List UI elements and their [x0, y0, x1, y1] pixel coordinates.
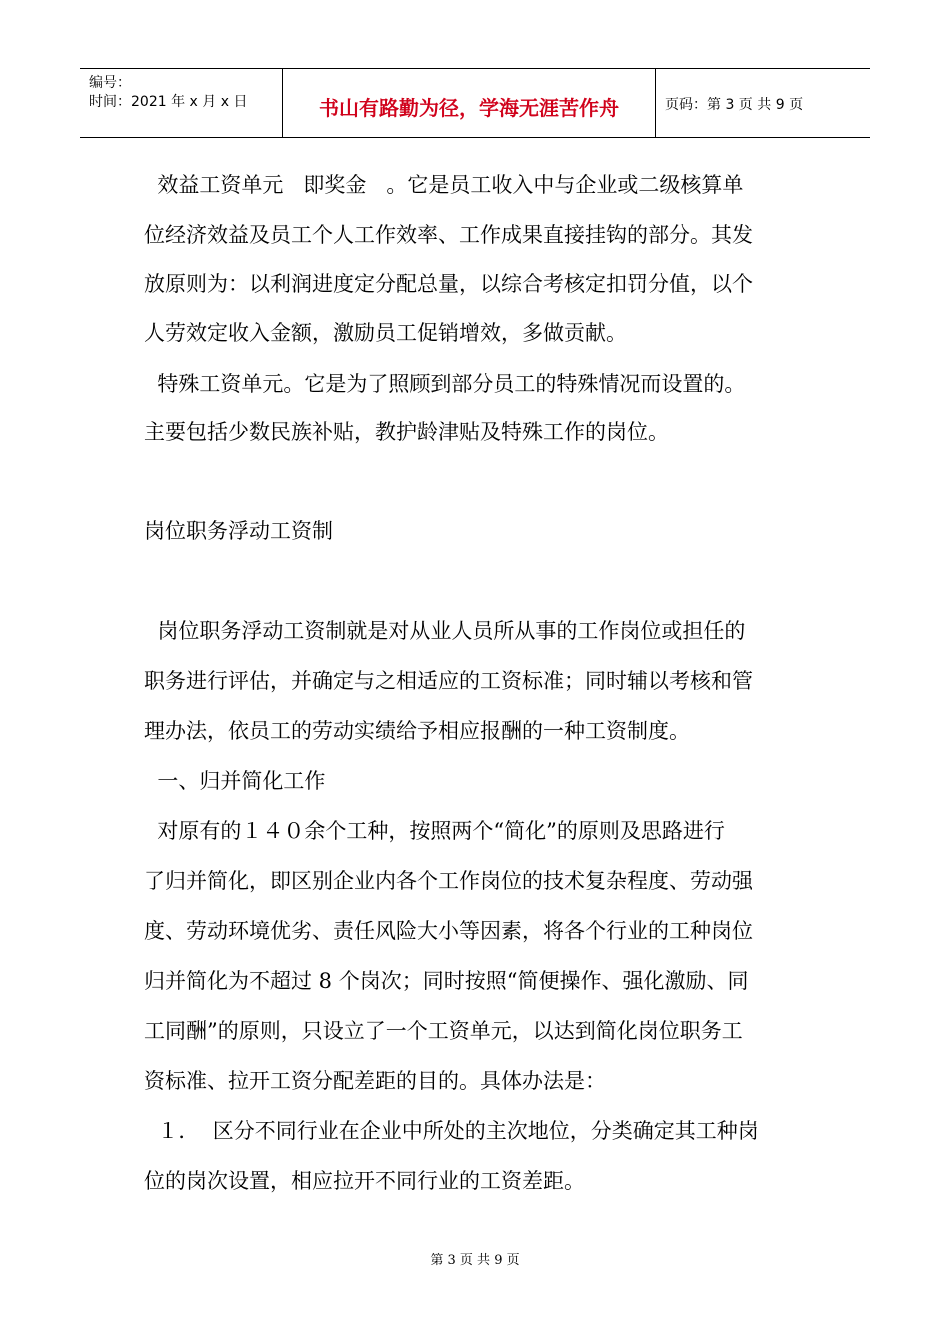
page-header — [80, 68, 870, 138]
body-line: 岗位职务浮动工资制就是对从业人员所从事的工作岗位或担任的 — [144, 619, 746, 643]
body-line: 特殊工资单元。它是为了照顾到部分员工的特殊情况而设置的。 — [144, 372, 746, 396]
body-line: 放原则为：以利润进度定分配总量，以综合考核定扣罚分值，以个 — [144, 272, 753, 296]
body-line: 了归并简化，即区别企业内各个工作岗位的技术复杂程度、劳动强 — [144, 869, 753, 893]
header-page-cell — [655, 69, 870, 137]
body-line: 资标准、拉开工资分配差距的目的。具体办法是： — [144, 1069, 606, 1093]
body-line: 对原有的１４０余个工种，按照两个“简化”的原则及思路进行 — [144, 819, 725, 843]
motto: 书山有路勤为径，学海无涯苦作舟 — [319, 96, 619, 120]
header-meta-cell — [80, 69, 282, 137]
body-line: 度、劳动环境优劣、责任风险大小等因素，将各个行业的工种岗位 — [144, 919, 753, 943]
page-footer: 第 3 页 共 9 页 — [430, 1253, 520, 1268]
body-line: 人劳效定收入金额，激励员工促销增效，多做贡献。 — [144, 321, 627, 345]
doc-number-label: 编号： — [89, 75, 131, 91]
body-line: 主要包括少数民族补贴，教护龄津贴及特殊工作的岗位。 — [144, 420, 669, 444]
subheading: 一、归并简化工作 — [144, 769, 326, 793]
page-info: 页码：第 3 页 共 9 页 — [665, 97, 804, 113]
body-line: １． 区分不同行业在企业中所处的主次地位，分类确定其工种岗 — [144, 1119, 759, 1143]
header-motto-cell — [282, 69, 656, 137]
body-line: 职务进行评估，并确定与之相适应的工资标准；同时辅以考核和管 — [144, 669, 753, 693]
date-label: 时间：2021 年 x 月 x 日 — [89, 94, 248, 110]
body-line: 位的岗次设置，相应拉开不同行业的工资差距。 — [144, 1169, 585, 1193]
body-line: 理办法，依员工的劳动实绩给予相应报酬的一种工资制度。 — [144, 719, 690, 743]
body-line: 归并简化为不超过 8 个岗次；同时按照“简便操作、强化激励、同 — [144, 969, 749, 993]
body-line: 位经济效益及员工个人工作效率、工作成果直接挂钩的部分。其发 — [144, 223, 753, 247]
body-line: 工同酬”的原则，只设立了一个工资单元，以达到简化岗位职务工 — [144, 1019, 743, 1043]
section-heading: 岗位职务浮动工资制 — [144, 519, 333, 543]
body-line: 效益工资单元 即奖金 。它是员工收入中与企业或二级核算单 — [144, 173, 744, 197]
